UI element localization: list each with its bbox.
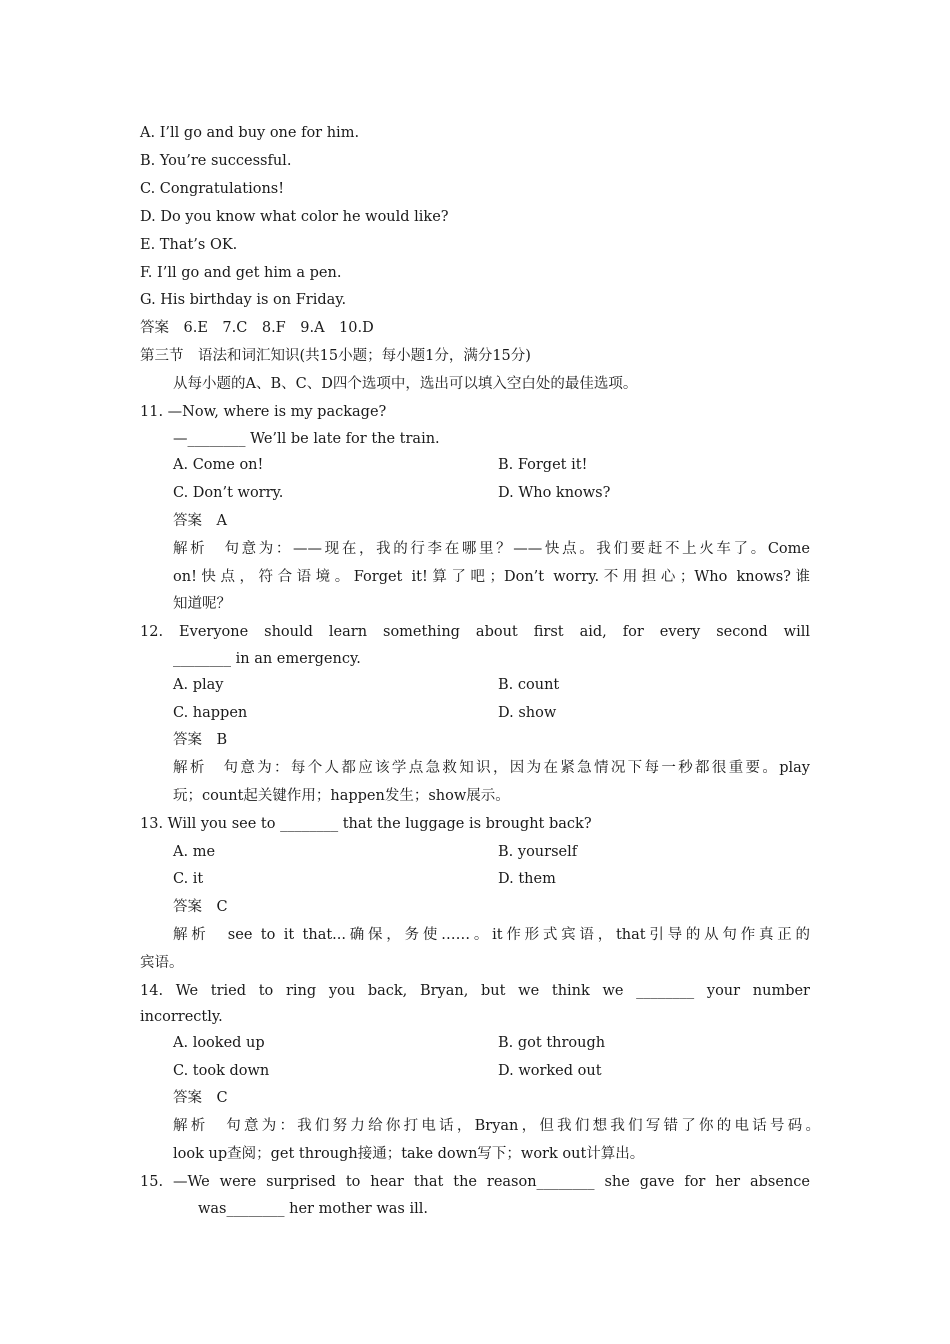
q12-stem: 12. Everyone should learn something about first aid, for every second will bbox=[140, 624, 810, 640]
option-d: D. Do you know what color he would like? bbox=[140, 209, 449, 225]
q11-answer: 答案 A bbox=[173, 513, 227, 529]
q13-explanation: 解析 see to it that...确保，务使……。it作形式宾语，that引导的从句作真正的 bbox=[173, 927, 810, 943]
q11-stem-cont: —________ We’ll be late for the train. bbox=[173, 431, 440, 447]
q13-option-b: B. yourself bbox=[498, 844, 578, 860]
q15-stem: 15. —We were surprised to hear that the reason________ she gave for her absence bbox=[140, 1174, 810, 1190]
q14-answer: 答案 C bbox=[173, 1090, 228, 1106]
option-g: G. His birthday is on Friday. bbox=[140, 292, 347, 308]
section-title: 第三节 语法和词汇知识(共15小题；每小题1分，满分15分) bbox=[140, 348, 531, 364]
answer-key-6-10: 答案 6.E 7.C 8.F 9.A 10.D bbox=[140, 320, 374, 336]
q12-option-b: B. count bbox=[498, 677, 560, 693]
q12-option-d: D. show bbox=[498, 705, 557, 721]
q14-explanation-cont: look up查阅；get through接通；take down写下；work out计算出。 bbox=[173, 1146, 645, 1162]
q14-option-a: A. looked up bbox=[173, 1035, 265, 1051]
q11-explanation-cont: on!快点，符合语境。Forget it!算了吧；Don’t worry.不用担心；Who knows?谁 bbox=[173, 569, 810, 585]
q13-explanation-cont: 宾语。 bbox=[140, 955, 184, 971]
q11-option-a: A. Come on! bbox=[173, 457, 264, 473]
option-b: B. You’re successful. bbox=[140, 153, 292, 169]
q14-stem: 14. We tried to ring you back, Bryan, but we think we ________ your number bbox=[140, 983, 810, 999]
q15-stem-cont: was________ her mother was ill. bbox=[198, 1201, 428, 1217]
q12-stem-cont: ________ in an emergency. bbox=[173, 651, 361, 667]
q14-stem-cont: incorrectly. bbox=[140, 1009, 223, 1025]
q13-stem: 13. Will you see to ________ that the luggage is brought back? bbox=[140, 816, 592, 832]
q12-answer: 答案 B bbox=[173, 732, 228, 748]
option-a: A. I’ll go and buy one for him. bbox=[140, 125, 360, 141]
q11-option-b: B. Forget it! bbox=[498, 457, 588, 473]
q11-explanation: 解析 句意为：——现在，我的行李在哪里？——快点。我们要赶不上火车了。Come bbox=[173, 541, 810, 557]
option-f: F. I’ll go and get him a pen. bbox=[140, 265, 342, 281]
q14-option-d: D. worked out bbox=[498, 1063, 602, 1079]
q14-explanation: 解析 句意为：我们努力给你打电话，Bryan，但我们想我们写错了你的电话号码。 bbox=[173, 1118, 820, 1134]
q11-option-c: C. Don’t worry. bbox=[173, 485, 284, 501]
q12-option-c: C. happen bbox=[173, 705, 248, 721]
q11-option-d: D. Who knows? bbox=[498, 485, 611, 501]
q12-option-a: A. play bbox=[173, 677, 224, 693]
q13-option-a: A. me bbox=[173, 844, 216, 860]
option-e: E. That’s OK. bbox=[140, 237, 238, 253]
section-instruction: 从每小题的A、B、C、D四个选项中，选出可以填入空白处的最佳选项。 bbox=[173, 376, 638, 392]
q13-option-d: D. them bbox=[498, 871, 556, 887]
q11-stem: 11. —Now, where is my package? bbox=[140, 404, 387, 420]
q13-option-c: C. it bbox=[173, 871, 204, 887]
q12-explanation: 解析 句意为：每个人都应该学点急救知识，因为在紧急情况下每一秒都很重要。play bbox=[173, 760, 810, 776]
q12-explanation-cont: 玩；count起关键作用；happen发生；show展示。 bbox=[173, 788, 510, 804]
q11-explanation-end: 知道呢？ bbox=[173, 596, 231, 612]
option-c: C. Congratulations! bbox=[140, 181, 285, 197]
q14-option-b: B. got through bbox=[498, 1035, 606, 1051]
q14-option-c: C. took down bbox=[173, 1063, 270, 1079]
q13-answer: 答案 C bbox=[173, 899, 228, 915]
